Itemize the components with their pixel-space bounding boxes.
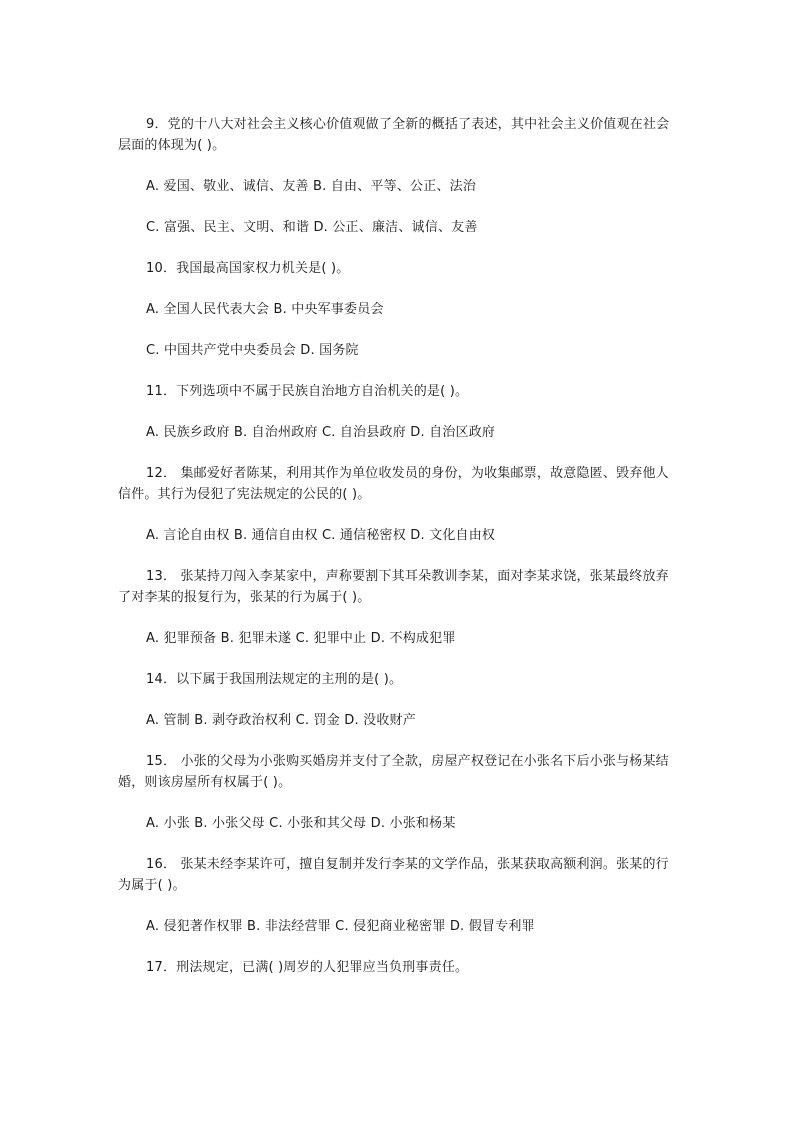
question-17: 17．刑法规定，已满( )周岁的人犯罪应当负刑事责任。 bbox=[146, 960, 469, 975]
question-9: 9．党的十八大对社会主义核心价值观做了全新的概括了表述，其中社会主义价值观在社会层面的体现为( )。 bbox=[118, 117, 670, 153]
question-15: 15． 小张的父母为小张购买婚房并支付了全款，房屋产权登记在小张名下后小张与杨某结婚，则该房屋所有权属于( )。 bbox=[118, 754, 669, 790]
question-13: 13． 张某持刀闯入李某家中，声称要割下其耳朵教训李某，面对李某求饶，张某最终放弃了对李某的报复行为，张某的行为属于( )。 bbox=[118, 569, 669, 605]
question-11-options: A. 民族乡政府 B. 自治州政府 C. 自治县政府 D. 自治区政府 bbox=[146, 425, 496, 440]
document-body bbox=[118, 114, 678, 998]
question-15-options: A. 小张 B. 小张父母 C. 小张和其父母 D. 小张和杨某 bbox=[146, 816, 456, 831]
question-16: 16． 张某未经李某许可，擅自复制并发行李某的文学作品，张某获取高额利润。张某的行为属于( )。 bbox=[118, 857, 669, 893]
question-9-options-cd: C. 富强、民主、文明、和谐 D. 公正、廉洁、诚信、友善 bbox=[146, 220, 478, 235]
question-10-options-cd: C. 中国共产党中央委员会 D. 国务院 bbox=[146, 343, 359, 358]
question-12: 12． 集邮爱好者陈某，利用其作为单位收发员的身份，为收集邮票，故意隐匿、毁弃他人信件。其行为侵犯了宪法规定的公民的( )。 bbox=[118, 466, 669, 502]
question-9-options-ab: A. 爱国、敬业、诚信、友善 B. 自由、平等、公正、法治 bbox=[146, 179, 477, 194]
question-10: 10．我国最高国家权力机关是( )。 bbox=[146, 261, 350, 276]
question-14: 14．以下属于我国刑法规定的主刑的是( )。 bbox=[146, 672, 403, 687]
question-14-options: A. 管制 B. 剥夺政治权利 C. 罚金 D. 没收财产 bbox=[146, 713, 416, 728]
question-12-options: A. 言论自由权 B. 通信自由权 C. 通信秘密权 D. 文化自由权 bbox=[146, 528, 496, 543]
question-10-options-ab: A. 全国人民代表大会 B. 中央军事委员会 bbox=[146, 302, 384, 317]
question-13-options: A. 犯罪预备 B. 犯罪未遂 C. 犯罪中止 D. 不构成犯罪 bbox=[146, 631, 456, 646]
question-16-options: A. 侵犯著作权罪 B. 非法经营罪 C. 侵犯商业秘密罪 D. 假冒专利罪 bbox=[146, 919, 535, 934]
question-11: 11．下列选项中不属于民族自治地方自治机关的是( )。 bbox=[146, 384, 469, 399]
